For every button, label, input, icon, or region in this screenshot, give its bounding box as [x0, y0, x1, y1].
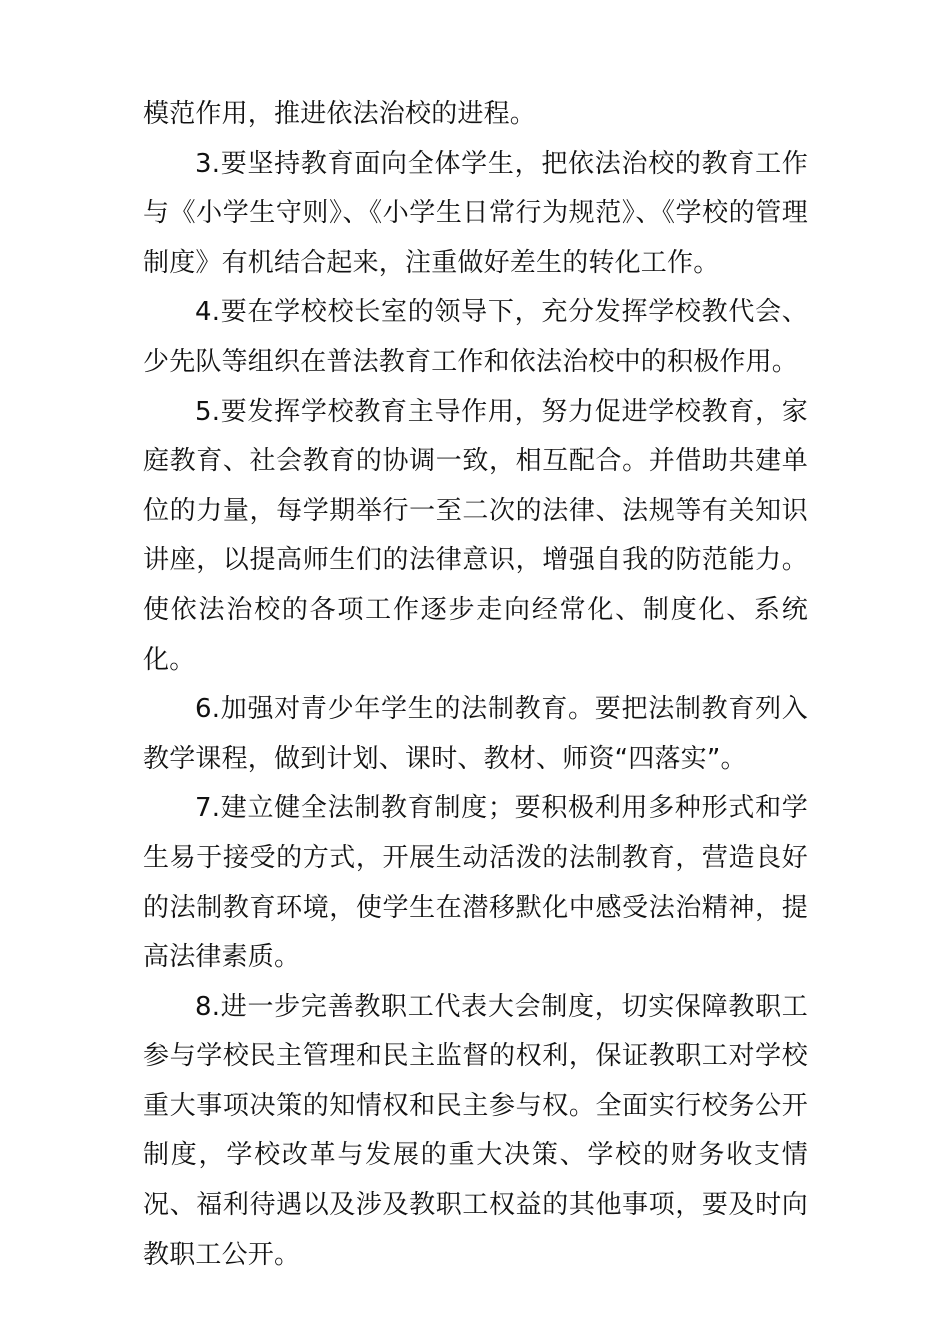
paragraph-item-4: 4.要在学校校长室的领导下，充分发挥学校教代会、少先队等组织在普法教育工作和依法治校中的积极作用。 — [143, 297, 808, 377]
paragraph-item-8: 8.进一步完善教职工代表大会制度，切实保障教职工参与学校民主管理和民主监督的权利，保证教职工对学校重大事项决策的知情权和民主参与权。全面实行校务公开制度，学校改革与发展的重大决策、学校的财务收支情况、福利待遇以及涉及教职工权益的其他事项，要及时向教职工公开。 — [143, 991, 808, 1270]
paragraph-item-3: 3.要坚持教育面向全体学生，把依法治校的教育工作与《小学生守则》、《小学生日常行为规范》、《学校的管理制度》有机结合起来，注重做好差生的转化工作。 — [143, 148, 808, 278]
paragraph-continuation: 模范作用，推进依法治校的进程。 — [143, 99, 537, 129]
paragraph-item-7: 7.建立健全法制教育制度；要积极利用多种形式和学生易于接受的方式，开展生动活泼的法制教育，营造良好的法制教育环境，使学生在潜移默化中感受法治精神，提高法律素质。 — [143, 793, 808, 973]
paragraph-item-6: 6.加强对青少年学生的法制教育。要把法制教育列入教学课程，做到计划、课时、教材、师资“四落实”。 — [143, 694, 808, 774]
document-body — [143, 90, 808, 1280]
paragraph-item-5: 5.要发挥学校教育主导作用，努力促进学校教育，家庭教育、社会教育的协调一致，相互配合。并借助共建单位的力量，每学期举行一至二次的法律、法规等有关知识讲座，以提高师生们的法律意识，增强自我的防范能力。使依法治校的各项工作逐步走向经常化、制度化、系统化。 — [143, 396, 808, 675]
